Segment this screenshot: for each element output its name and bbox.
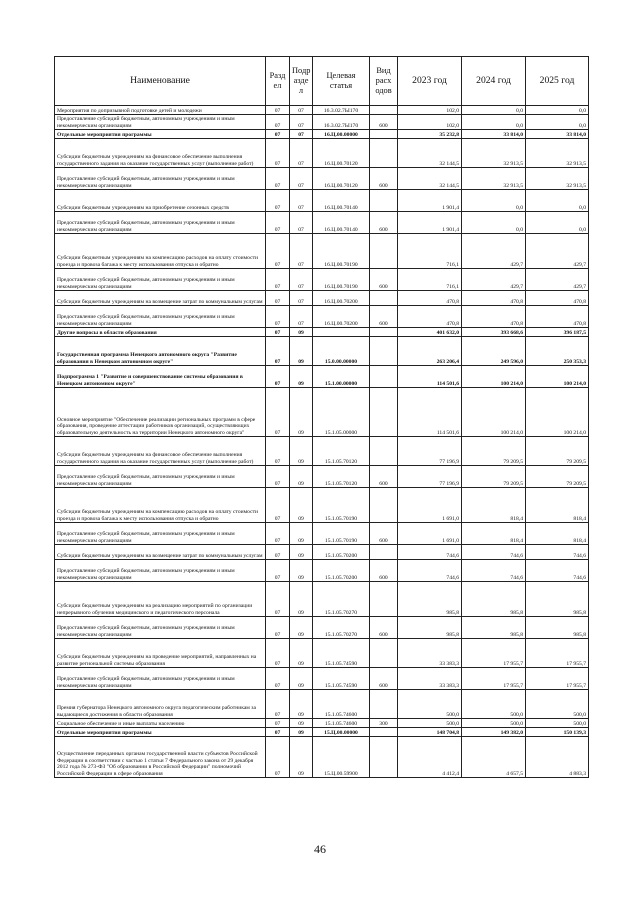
row-section: 07 [266,366,290,388]
table-row [55,130,589,139]
row-2024: 0,0 [462,190,526,212]
table-row [55,466,589,488]
table-row [55,115,589,130]
row-name: Субсидии бюджетным учреждениям на приобретение сезонных средств [55,190,266,212]
row-subsection: 07 [290,212,313,234]
row-2023: 32 144,5 [398,139,462,168]
row-section: 07 [266,115,290,130]
row-2024: 149 382,0 [462,728,526,737]
row-2024: 32 913,5 [462,168,526,190]
row-name: Осуществление переданных органам государственной власти субъектов Российской Федерации в соответствии с частью 1 статьи 7 Федерального закона от 29 декабря 2012 года № 273-ФЗ "Об образовании в Российской Федерации" полномочий Российской Федерации в сфере образования [55,737,266,778]
row-2024: 100 214,0 [462,388,526,437]
row-subsection: 09 [290,488,313,523]
row-subsection: 07 [290,106,313,115]
table-row [55,190,589,212]
row-name: Подпрограмма 1 "Развитие и совершенствование системы образования в Ненецком автономном округе" [55,366,266,388]
row-2025: 32 913,5 [526,168,589,190]
row-subsection: 09 [290,582,313,617]
row-section: 07 [266,639,290,668]
row-type [370,291,398,306]
row-2023: 102,0 [398,115,462,130]
table-row [55,234,589,269]
row-subsection: 09 [290,466,313,488]
row-2025: 396 187,5 [526,328,589,337]
row-2024: 249 596,0 [462,337,526,366]
row-section: 07 [266,168,290,190]
row-subsection: 09 [290,523,313,545]
row-target: 16.Ц.00.70120 [313,168,370,190]
row-type [370,639,398,668]
row-section: 07 [266,212,290,234]
table-row [55,328,589,337]
row-section: 07 [266,234,290,269]
header-2023: 2023 год [398,57,462,106]
row-2023: 102,0 [398,106,462,115]
row-target: 16.Ц.00.70140 [313,212,370,234]
row-2024: 500,0 [462,719,526,728]
row-target: 15.1.05.74600 [313,719,370,728]
row-2025: 429,7 [526,269,589,291]
table-row [55,291,589,306]
row-subsection: 09 [290,337,313,366]
row-target: 15.1.05.00000 [313,388,370,437]
row-target: 15.1.05.70120 [313,437,370,466]
header-target: Целевая статья [313,57,370,106]
row-target: 15.1.05.70190 [313,523,370,545]
table-row [55,337,589,366]
table-row [55,560,589,582]
row-name: Субсидии бюджетным учреждениям на компенсацию расходов на оплату стоимости проезда и провоза багажа к месту использования отпуска и обратно [55,488,266,523]
row-name: Предоставление субсидий бюджетным, автономным учреждениям и иным некоммерческим организациям [55,560,266,582]
row-2024: 17 955,7 [462,668,526,690]
row-2025: 470,8 [526,291,589,306]
row-type [370,190,398,212]
row-2025: 818,4 [526,523,589,545]
table-row [55,737,589,778]
table-row [55,212,589,234]
row-section: 07 [266,668,290,690]
row-section: 07 [266,190,290,212]
row-type [370,328,398,337]
row-type [370,139,398,168]
row-subsection: 09 [290,388,313,437]
row-2025: 79 209,5 [526,437,589,466]
row-target: 15.1.05.74600 [313,690,370,719]
row-subsection: 07 [290,139,313,168]
row-name: Другие вопросы в области образования [55,328,266,337]
row-type [370,388,398,437]
row-type [370,437,398,466]
row-type: 600 [370,115,398,130]
row-name: Предоставление субсидий бюджетным, автономным учреждениям и иным некоммерческим организациям [55,523,266,545]
row-2024: 0,0 [462,115,526,130]
row-section: 07 [266,269,290,291]
row-name: Предоставление субсидий бюджетным, автономным учреждениям и иным некоммерческим организациям [55,168,266,190]
row-subsection: 09 [290,545,313,560]
table-row [55,639,589,668]
row-type [370,106,398,115]
row-target: 16.Ц.00.70190 [313,269,370,291]
row-target: 16.Ц.00.70200 [313,306,370,328]
row-subsection: 07 [290,291,313,306]
row-target: 15.1.05.70120 [313,466,370,488]
header-section: Разд ел [266,57,290,106]
row-subsection: 07 [290,234,313,269]
row-2023: 985,8 [398,617,462,639]
row-target: 16.Ц.00.70200 [313,291,370,306]
table-row [55,366,589,388]
row-section: 07 [266,106,290,115]
row-target: 15.1.05.70200 [313,560,370,582]
row-2025: 500,0 [526,690,589,719]
header-subsection: Подр азде л [290,57,313,106]
row-name: Предоставление субсидий бюджетным, автономным учреждениям и иным некоммерческим организациям [55,269,266,291]
table-row [55,306,589,328]
row-2025: 250 353,3 [526,337,589,366]
row-section: 07 [266,488,290,523]
row-2023: 1 901,4 [398,212,462,234]
row-type: 600 [370,306,398,328]
row-name: Предоставление субсидий бюджетным, автономным учреждениям и иным некоммерческим организациям [55,115,266,130]
row-2023: 35 232,8 [398,130,462,139]
row-name: Предоставление субсидий бюджетным, автономным учреждениям и иным некоммерческим организациям [55,466,266,488]
row-2025: 500,0 [526,719,589,728]
row-target: 15.1.05.70200 [313,545,370,560]
row-2024: 0,0 [462,106,526,115]
table-row [55,728,589,737]
row-section: 07 [266,719,290,728]
row-2024: 100 214,0 [462,366,526,388]
row-name: Предоставление субсидий бюджетным, автономным учреждениям и иным некоммерческим организациям [55,212,266,234]
row-2025: 100 214,0 [526,366,589,388]
row-2024: 744,6 [462,545,526,560]
row-target: 16.Ц.00.70120 [313,139,370,168]
row-name: Мероприятия по допризывной подготовке детей и молодежи [55,106,266,115]
row-2023: 77 196,9 [398,466,462,488]
row-2025: 744,6 [526,560,589,582]
row-type [370,737,398,778]
row-type: 600 [370,269,398,291]
row-2024: 4 657,5 [462,737,526,778]
row-2024: 393 668,6 [462,328,526,337]
row-2024: 985,8 [462,617,526,639]
row-2023: 401 632,0 [398,328,462,337]
page-number: 46 [314,842,326,856]
row-2025: 17 955,7 [526,639,589,668]
table-row [55,617,589,639]
row-subsection: 09 [290,719,313,728]
row-2025: 818,4 [526,488,589,523]
row-2025: 744,6 [526,545,589,560]
row-2023: 263 206,4 [398,337,462,366]
row-2023: 33 383,3 [398,668,462,690]
row-2023: 500,0 [398,719,462,728]
table-row [55,269,589,291]
row-name: Субсидии бюджетным учреждениям на возмещение затрат по коммунальным услугам [55,291,266,306]
row-section: 07 [266,291,290,306]
table-row [55,690,589,719]
row-2025: 4 883,3 [526,737,589,778]
row-type [370,582,398,617]
row-section: 07 [266,582,290,617]
row-section: 07 [266,139,290,168]
row-section: 07 [266,306,290,328]
row-name: Отдельные мероприятия программы [55,130,266,139]
row-name: Субсидии бюджетным учреждениям на компенсацию расходов на оплату стоимости проезда и провоза багажа к месту использования отпуска и обратно [55,234,266,269]
row-section: 07 [266,328,290,337]
row-subsection: 09 [290,639,313,668]
row-2024: 0,0 [462,212,526,234]
budget-table [54,56,589,778]
row-subsection: 09 [290,328,313,337]
row-2025: 0,0 [526,115,589,130]
row-2024: 744,6 [462,560,526,582]
row-type [370,130,398,139]
row-2023: 32 144,5 [398,168,462,190]
row-target: 15.1.05.74590 [313,668,370,690]
row-2025: 470,8 [526,306,589,328]
table-row [55,168,589,190]
row-name: Субсидии бюджетным учреждениям на возмещение затрат по коммунальным услугам [55,545,266,560]
row-subsection: 09 [290,617,313,639]
row-subsection: 09 [290,437,313,466]
row-subsection: 07 [290,190,313,212]
row-2025: 0,0 [526,212,589,234]
row-2024: 500,0 [462,690,526,719]
row-name: Субсидии бюджетным учреждениям на проведение мероприятий, направленных на развитие региональной системы образования [55,639,266,668]
row-subsection: 09 [290,690,313,719]
row-2023: 716,1 [398,234,462,269]
row-2024: 32 913,5 [462,139,526,168]
row-type [370,728,398,737]
row-2025: 32 913,5 [526,139,589,168]
row-2025: 985,8 [526,617,589,639]
row-subsection: 09 [290,560,313,582]
row-target: 16.Ц.00.00000 [313,130,370,139]
row-2024: 470,8 [462,306,526,328]
row-target: 15.1.05.74590 [313,639,370,668]
row-name: Предоставление субсидий бюджетным, автономным учреждениям и иным некоммерческим организациям [55,306,266,328]
row-type [370,337,398,366]
row-2024: 985,8 [462,582,526,617]
row-target [313,328,370,337]
row-2024: 33 814,0 [462,130,526,139]
row-subsection: 07 [290,115,313,130]
row-name: Премия губернатора Ненецкого автономного округа педагогическим работникам за выдающиеся достижения в области образования [55,690,266,719]
row-subsection: 07 [290,168,313,190]
row-name: Социальное обеспечение и иные выплаты населению [55,719,266,728]
row-2023: 985,8 [398,582,462,617]
row-2023: 716,1 [398,269,462,291]
row-2024: 429,7 [462,269,526,291]
row-2023: 744,6 [398,560,462,582]
row-subsection: 09 [290,737,313,778]
row-2023: 77 196,9 [398,437,462,466]
row-name: Субсидии бюджетным учреждениям на финансовое обеспечение выполнения государственного задания на оказание государственных услуг (выполнение работ) [55,139,266,168]
row-target: 16.Ц.00.70190 [313,234,370,269]
row-name: Субсидии бюджетным учреждениям на финансовое обеспечение выполнения государственного задания на оказание государственных услуг (выполнение работ) [55,437,266,466]
header-2025: 2025 год [526,57,589,106]
row-2025: 0,0 [526,106,589,115]
row-2025: 0,0 [526,190,589,212]
row-target: 16.Ц.00.70140 [313,190,370,212]
row-type [370,690,398,719]
row-2024: 470,8 [462,291,526,306]
table-header-row [55,57,589,106]
row-type: 600 [370,168,398,190]
row-section: 07 [266,690,290,719]
row-type: 600 [370,560,398,582]
row-target: 16.3.02.7Ы170 [313,115,370,130]
row-type [370,366,398,388]
row-subsection: 07 [290,130,313,139]
table-row [55,139,589,168]
row-target: 16.3.02.7Ы170 [313,106,370,115]
row-target: 15.Ц.00.59900 [313,737,370,778]
row-target: 15.1.05.70190 [313,488,370,523]
row-section: 07 [266,545,290,560]
row-subsection: 07 [290,306,313,328]
row-type [370,545,398,560]
row-2023: 148 704,8 [398,728,462,737]
row-2023: 470,8 [398,291,462,306]
row-section: 07 [266,466,290,488]
row-2023: 114 501,6 [398,388,462,437]
row-2024: 79 209,5 [462,466,526,488]
row-type: 300 [370,719,398,728]
row-target: 15.1.05.70270 [313,582,370,617]
row-2024: 79 209,5 [462,437,526,466]
row-name: Предоставление субсидий бюджетным, автономным учреждениям и иным некоммерческим организациям [55,668,266,690]
row-target: 15.1.05.70270 [313,617,370,639]
row-2025: 79 209,5 [526,466,589,488]
table-row [55,582,589,617]
row-2023: 744,6 [398,545,462,560]
row-2025: 985,8 [526,582,589,617]
row-subsection: 09 [290,366,313,388]
row-2025: 429,7 [526,234,589,269]
row-2023: 1 901,4 [398,190,462,212]
header-expense-type: Вид расх одов [370,57,398,106]
table-row [55,668,589,690]
row-target: 15.1.00.00000 [313,366,370,388]
row-2025: 33 814,0 [526,130,589,139]
row-section: 07 [266,337,290,366]
row-name: Предоставление субсидий бюджетным, автономным учреждениям и иным некоммерческим организациям [55,617,266,639]
table-row [55,523,589,545]
row-type: 600 [370,212,398,234]
row-2025: 100 214,0 [526,388,589,437]
row-subsection: 09 [290,728,313,737]
row-name: Основное мероприятие "Обеспечение реализации региональных программ в сфере образования, проведение аттестации работников организаций, осуществляющих образовательную деятельность на территории Ненецкого автономного округа" [55,388,266,437]
table-row [55,545,589,560]
row-target: 15.0.00.00000 [313,337,370,366]
row-type: 600 [370,617,398,639]
row-2025: 150 139,3 [526,728,589,737]
row-section: 07 [266,523,290,545]
row-section: 07 [266,388,290,437]
header-name: Наименование [55,57,266,106]
row-name: Отдельные мероприятия программы [55,728,266,737]
row-section: 07 [266,437,290,466]
row-type: 600 [370,523,398,545]
row-2023: 114 501,6 [398,366,462,388]
header-2024: 2024 год [462,57,526,106]
table-row [55,106,589,115]
row-section: 07 [266,130,290,139]
row-2025: 17 955,7 [526,668,589,690]
row-name: Субсидии бюджетным учреждениям на реализацию мероприятий по организации непрерывного обучения медицинского и педагогического персонала [55,582,266,617]
row-2023: 470,8 [398,306,462,328]
table-row [55,719,589,728]
row-2024: 429,7 [462,234,526,269]
row-section: 07 [266,737,290,778]
row-2023: 4 412,4 [398,737,462,778]
row-2023: 33 383,3 [398,639,462,668]
row-subsection: 07 [290,269,313,291]
table-row [55,437,589,466]
row-section: 07 [266,728,290,737]
row-type [370,488,398,523]
table-row [55,488,589,523]
row-2023: 500,0 [398,690,462,719]
row-section: 07 [266,560,290,582]
row-type: 600 [370,668,398,690]
row-type: 600 [370,466,398,488]
row-target: 15.Ц.00.00000 [313,728,370,737]
row-2024: 818,4 [462,488,526,523]
row-subsection: 09 [290,668,313,690]
row-2024: 17 955,7 [462,639,526,668]
row-section: 07 [266,617,290,639]
row-type [370,234,398,269]
row-2023: 1 691,0 [398,523,462,545]
row-2023: 1 691,0 [398,488,462,523]
row-2024: 818,4 [462,523,526,545]
row-name: Государственная программа Ненецкого автономного округа "Развитие образования в Ненецком автономном округе" [55,337,266,366]
table-row [55,388,589,437]
